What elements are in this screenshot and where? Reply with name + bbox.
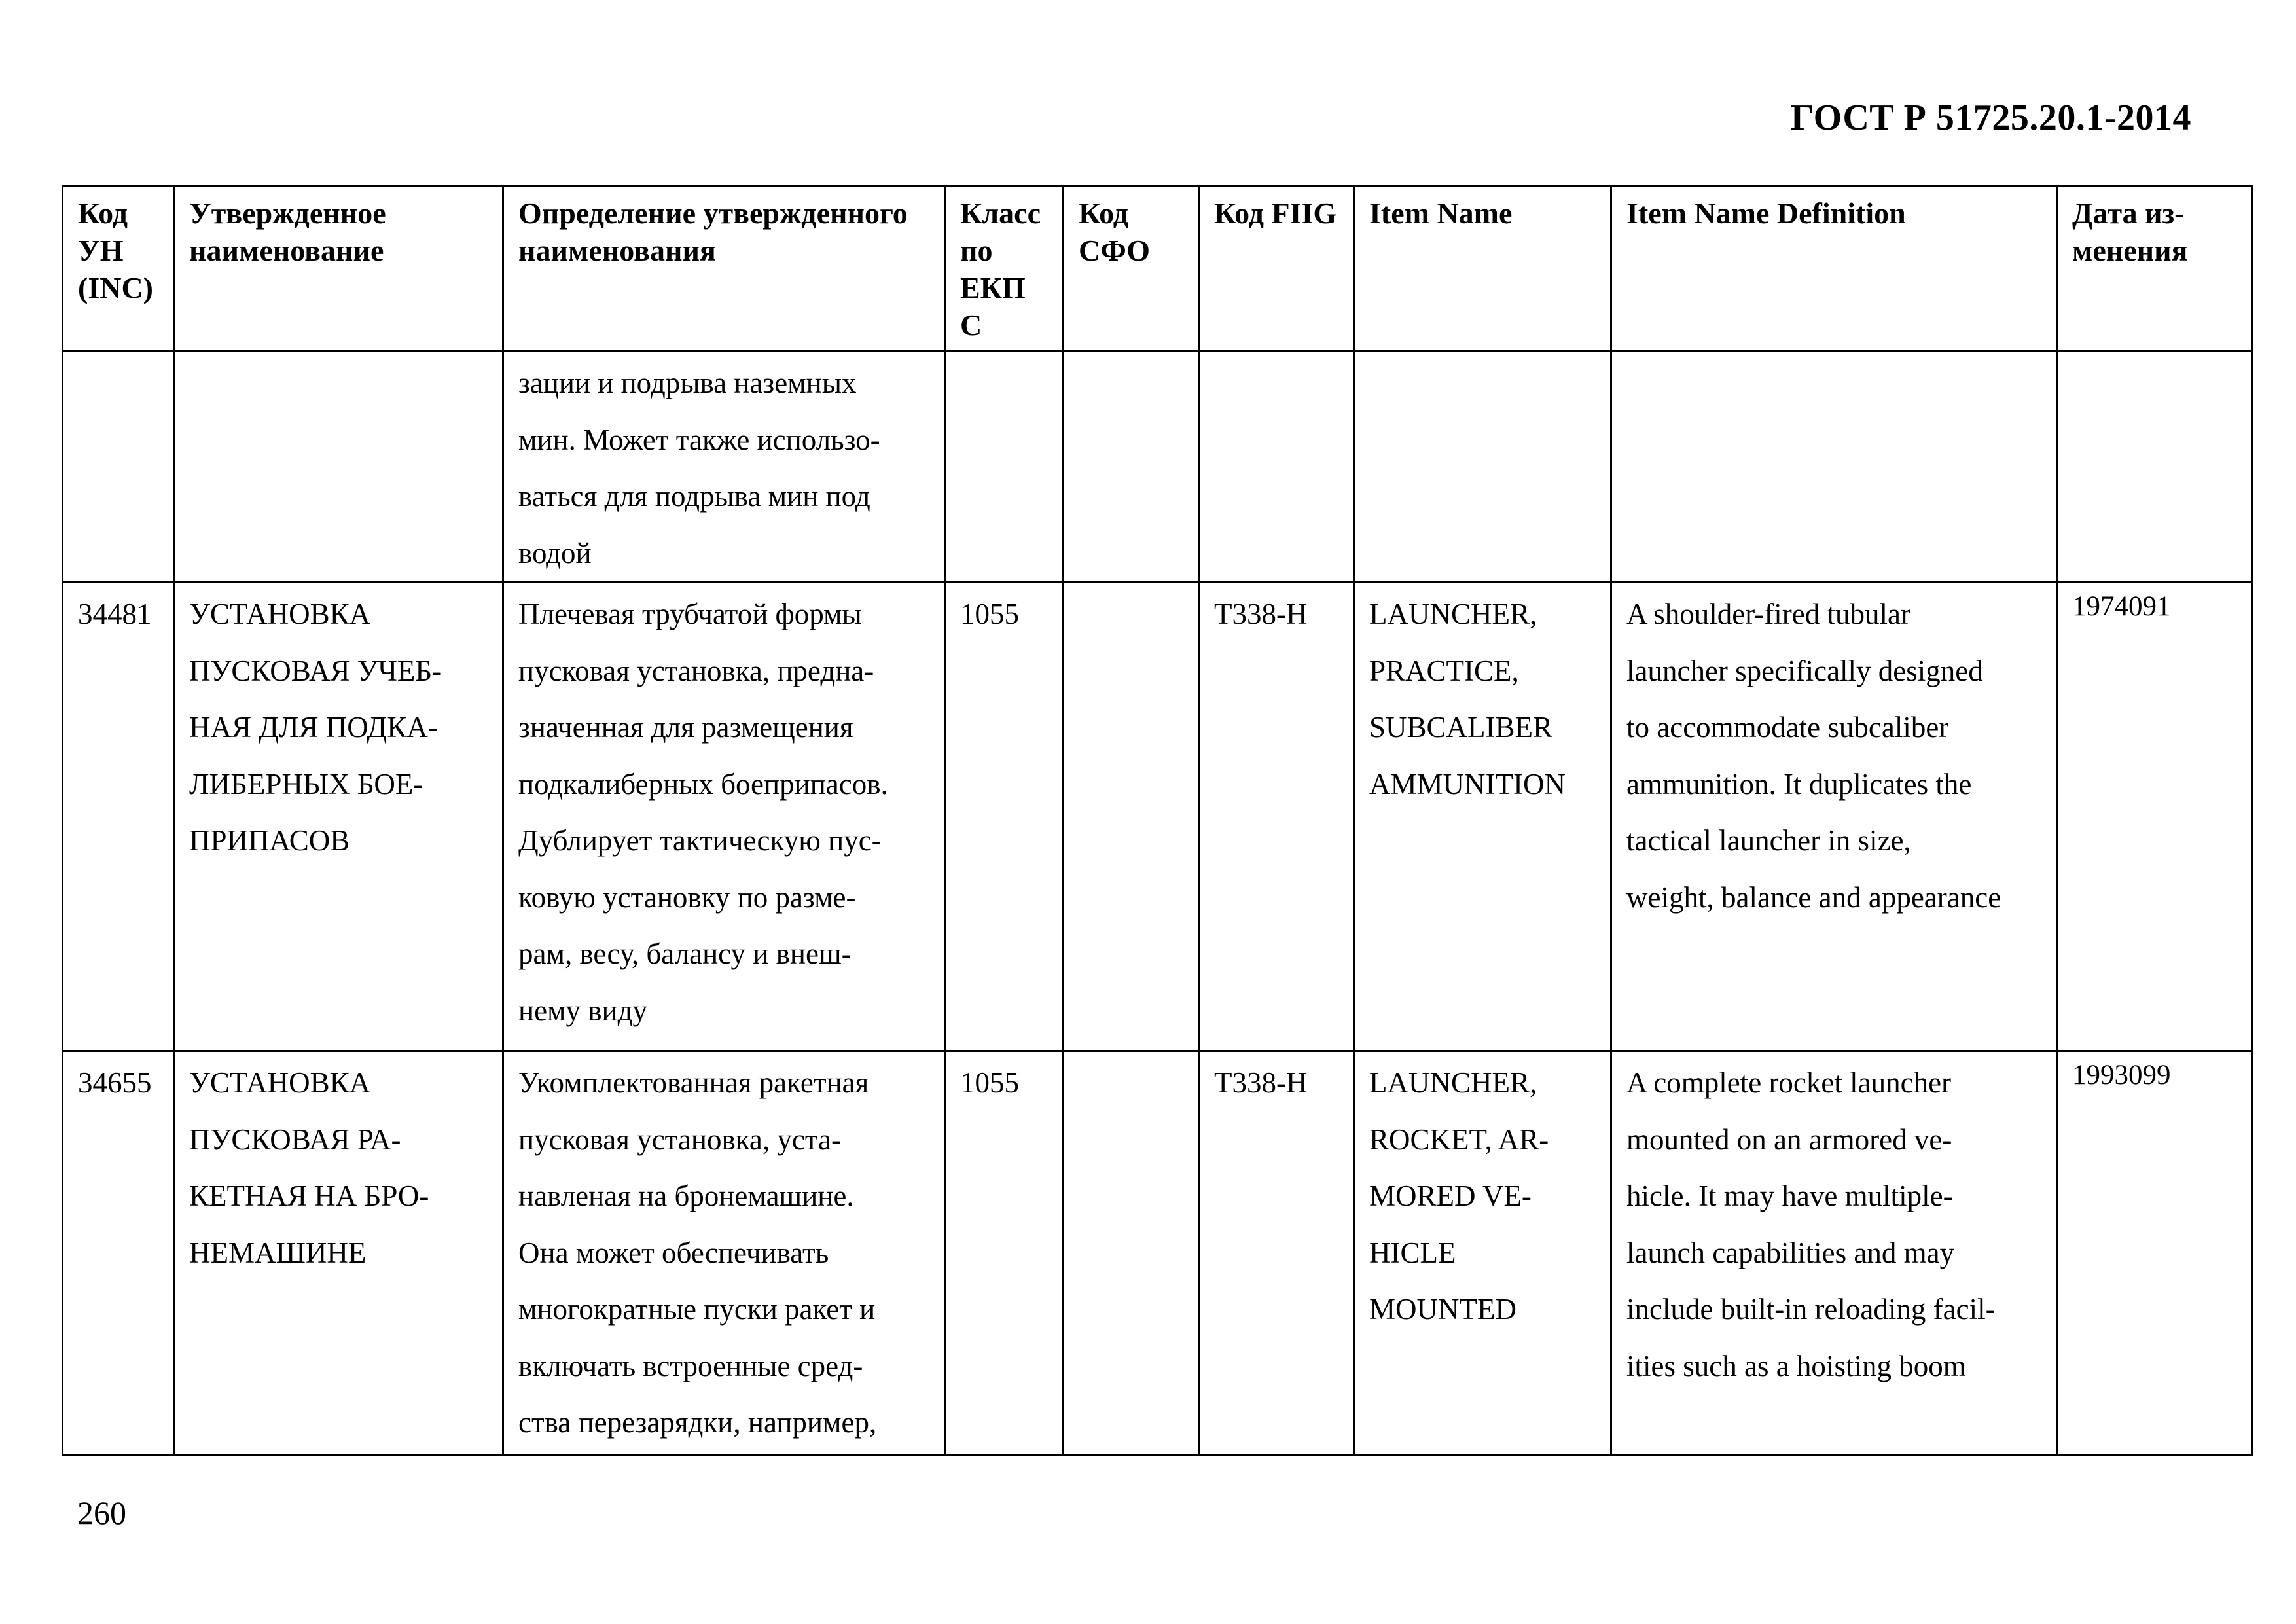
cell-fiig: T338-H: [1199, 583, 1354, 1051]
table-header-row: [63, 186, 2253, 352]
cell-name: УСТАНОВКА ПУСКОВАЯ РА- КЕТНАЯ НА БРО- НЕМАШИНЕ: [174, 1051, 503, 1455]
nomenclature-table: [62, 185, 2253, 1456]
cell-inc: [63, 352, 174, 583]
cell-inc: 34481: [63, 583, 174, 1051]
cell-sfo: [1064, 583, 1199, 1051]
cell-date: [2057, 352, 2253, 583]
cell-item-name: [1354, 352, 1611, 583]
page-number: 260: [77, 1494, 126, 1531]
header-item-name-definition: Item Name Definition: [1611, 186, 2057, 352]
header-inc-code: Код УН (INC): [63, 186, 174, 352]
cell-definition: Укомплектованная ракетная пусковая установка, уста- навленая на бронемашине. Она может обеспечивать многократные пуски ракет и включать встроенные сред- ства перезарядки, например,: [503, 1051, 945, 1455]
header-name-definition: Определение утвержденного наименования: [503, 186, 945, 352]
cell-item-definition: [1611, 352, 2057, 583]
cell-item-name: LAUNCHER, ROCKET, AR- MORED VE- HICLE MOUNTED: [1354, 1051, 1611, 1455]
cell-class: 1055: [945, 1051, 1064, 1455]
header-class: Класс по ЕКП С: [945, 186, 1064, 352]
cell-name: [174, 352, 503, 583]
table-row: [63, 1051, 2253, 1455]
header-fiig-code: Код FIIG: [1199, 186, 1354, 352]
cell-definition: Плечевая трубчатой формы пусковая установка, предна- значенная для размещения подкалиберных боеприпасов. Дублирует тактическую пус- ковую установку по разме- рам, весу, балансу и внеш- нему виду: [503, 583, 945, 1051]
table-row: [63, 352, 2253, 583]
cell-item-definition: A complete rocket launcher mounted on an armored ve- hicle. It may have multiple- launch capabilities and may include built-in reloading facil- ities such as a hoisting boom: [1611, 1051, 2057, 1455]
cell-sfo: [1064, 352, 1199, 583]
cell-date: 1993099: [2057, 1051, 2253, 1455]
cell-fiig: [1199, 352, 1354, 583]
cell-name: УСТАНОВКА ПУСКОВАЯ УЧЕБ- НАЯ ДЛЯ ПОДКА- ЛИБЕРНЫХ БОЕ- ПРИПАСОВ: [174, 583, 503, 1051]
cell-item-definition: A shoulder-fired tubular launcher specifically designed to accommodate subcaliber ammunition. It duplicates the tactical launcher in size, weight, balance and appearance: [1611, 583, 2057, 1051]
cell-inc: 34655: [63, 1051, 174, 1455]
header-sfo-code: Код СФО: [1064, 186, 1199, 352]
standard-designation: ГОСТ Р 51725.20.1-2014: [1790, 98, 2191, 138]
cell-item-name: LAUNCHER, PRACTICE, SUBCALIBER AMMUNITION: [1354, 583, 1611, 1051]
header-change-date: Дата из- менения: [2057, 186, 2253, 352]
cell-date: 1974091: [2057, 583, 2253, 1051]
cell-fiig: T338-H: [1199, 1051, 1354, 1455]
cell-sfo: [1064, 1051, 1199, 1455]
cell-class: [945, 352, 1064, 583]
cell-class: 1055: [945, 583, 1064, 1051]
header-item-name: Item Name: [1354, 186, 1611, 352]
cell-definition: зации и подрыва наземных мин. Может также использо- ваться для подрыва мин под водой: [503, 352, 945, 583]
header-approved-name: Утвержденное наименование: [174, 186, 503, 352]
table-row: [63, 583, 2253, 1051]
